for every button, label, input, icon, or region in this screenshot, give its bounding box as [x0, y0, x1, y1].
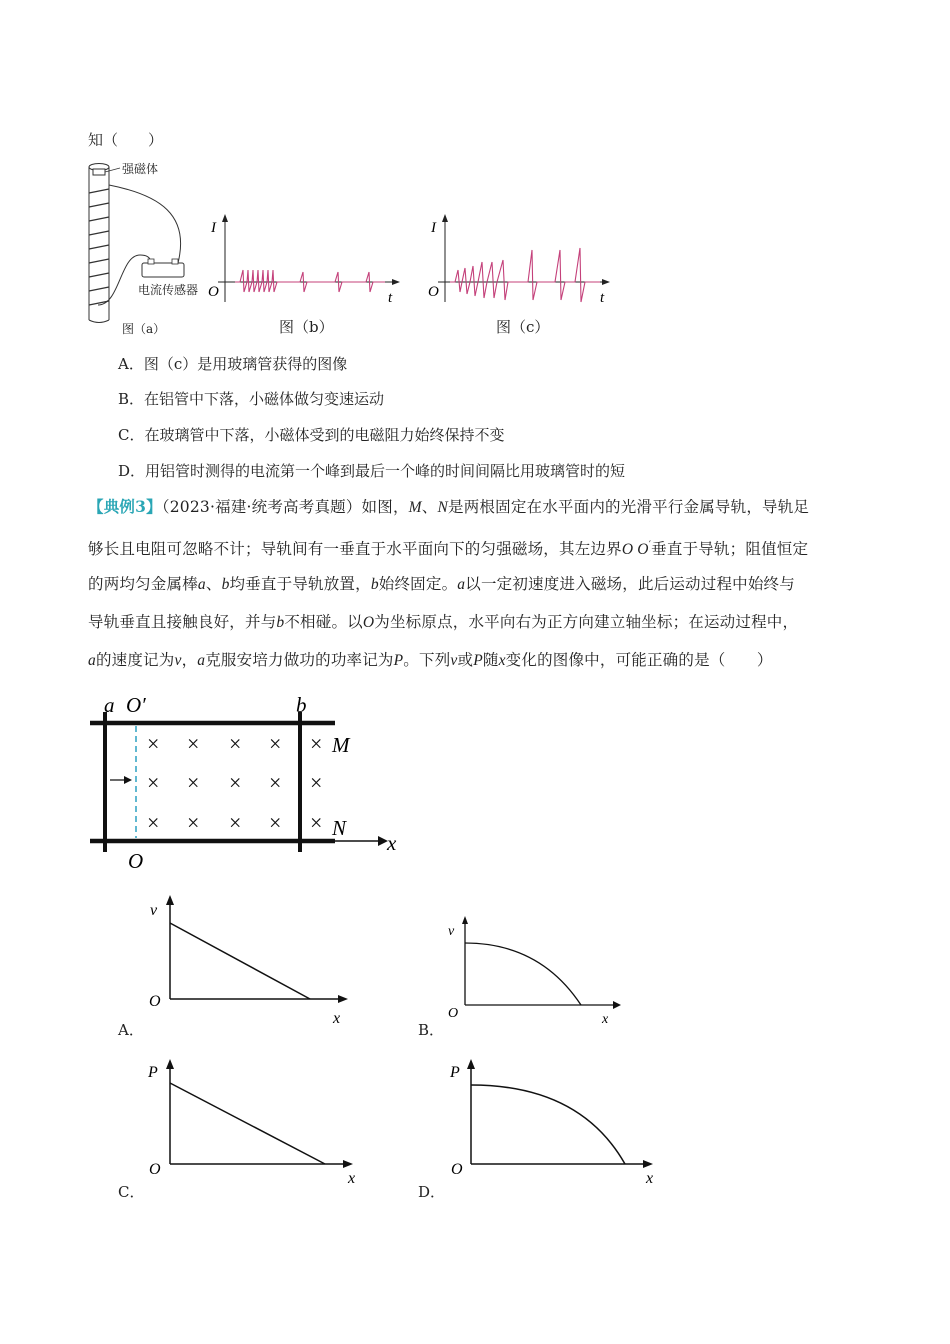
label-n: N — [332, 816, 347, 840]
choice-d-y-label: P — [450, 1064, 460, 1081]
choice-c-origin: O — [149, 1161, 161, 1178]
figure-a-caption: 图（a） — [122, 322, 166, 336]
choice-b-x-label: x — [602, 1012, 609, 1027]
label-m: M — [332, 733, 350, 757]
figure-b-y-label: I — [211, 220, 216, 236]
figure-c-origin: O — [428, 284, 439, 300]
label-a: a — [104, 693, 115, 717]
label-b: b — [296, 693, 307, 717]
field-cross: × — [269, 770, 282, 795]
field-cross: × — [187, 810, 200, 835]
label-o: O — [128, 849, 144, 873]
choice-a-origin: O — [149, 993, 161, 1010]
choice-d-x-label: x — [646, 1170, 654, 1187]
label-o-prime: O′ — [126, 693, 146, 717]
field-cross: × — [229, 770, 242, 795]
field-cross: × — [187, 770, 200, 795]
field-cross: × — [269, 731, 282, 756]
field-cross: × — [147, 770, 160, 795]
choice-a-graph — [140, 893, 360, 1028]
field-cross: × — [269, 810, 282, 835]
sensor-label: 电流传感器 — [138, 283, 199, 297]
figure-b-x-label: t — [388, 290, 393, 306]
label-x: x — [387, 831, 397, 855]
field-cross: × — [310, 810, 323, 835]
choice-d-letter: D． — [418, 1183, 446, 1201]
option-b: B．在铝管中下落，小磁体做匀变速运动 — [118, 390, 385, 408]
field-cross: × — [229, 810, 242, 835]
choice-d-graph — [440, 1055, 670, 1190]
field-cross: × — [310, 770, 323, 795]
example3-line-3: 的两均匀金属棒a、b均垂直于导轨放置，b始终固定。a以一定初速度进入磁场，此后运动过程中始终与 — [88, 575, 795, 593]
field-cross: × — [310, 731, 323, 756]
choice-a-y-label: v — [150, 902, 158, 919]
choice-c-y-label: P — [148, 1064, 158, 1081]
choice-c-letter: C． — [118, 1183, 145, 1201]
choice-b-graph — [440, 913, 630, 1028]
choice-a-letter: A． — [118, 1021, 144, 1039]
figure-c-y-label: I — [431, 220, 436, 236]
choice-b-origin: O — [448, 1006, 459, 1021]
example3-line-1: 【典例3】（2023·福建·统考高考真题）如图，M、N是两根固定在水平面内的光滑平行金属导轨，导轨足 — [88, 497, 810, 516]
option-d: D．用铝管时测得的电流第一个峰到最后一个峰的时间间隔比用玻璃管时的短 — [118, 462, 626, 480]
choice-d-origin: O — [451, 1161, 463, 1178]
option-c: C．在玻璃管中下落，小磁体受到的电磁阻力始终保持不变 — [118, 426, 505, 444]
question-tail: 知（ ） — [88, 131, 164, 149]
choice-b-letter: B． — [418, 1021, 445, 1039]
magnet-label: 强磁体 — [122, 162, 159, 176]
field-cross: × — [229, 731, 242, 756]
field-cross: × — [147, 731, 160, 756]
figure-b-graph — [200, 210, 410, 310]
choice-c-graph — [140, 1055, 370, 1190]
field-cross: × — [187, 731, 200, 756]
option-a: A．图（c）是用玻璃管获得的图像 — [118, 355, 348, 373]
figure-b-caption: 图（b） — [279, 318, 334, 336]
rail-diagram — [90, 690, 410, 875]
choice-c-x-label: x — [348, 1170, 356, 1187]
example3-line-4: 导轨垂直且接触良好，并与b不相碰。以O为坐标原点，水平向右为正方向建立轴坐标；在运动过程中， — [88, 613, 799, 631]
field-cross: × — [147, 810, 160, 835]
choice-a-x-label: x — [333, 1010, 341, 1027]
example3-line-5: a的速度记为v，a克服安培力做功的功率记为P。下列v或P随x变化的图像中，可能正确的是（ ） — [88, 651, 773, 669]
choice-b-y-label: v — [448, 924, 455, 939]
figure-c-graph — [420, 210, 620, 310]
example3-line-2: 够长且电阻可忽略不计；导轨间有一垂直于水平面向下的匀强磁场，其左边界O O′垂直于导轨；阻值恒定 — [88, 540, 809, 559]
figure-c-caption: 图（c） — [496, 318, 550, 336]
figure-c-x-label: t — [600, 290, 605, 306]
figure-b-origin: O — [208, 284, 219, 300]
example-tag: 【典例3】 — [88, 497, 162, 516]
